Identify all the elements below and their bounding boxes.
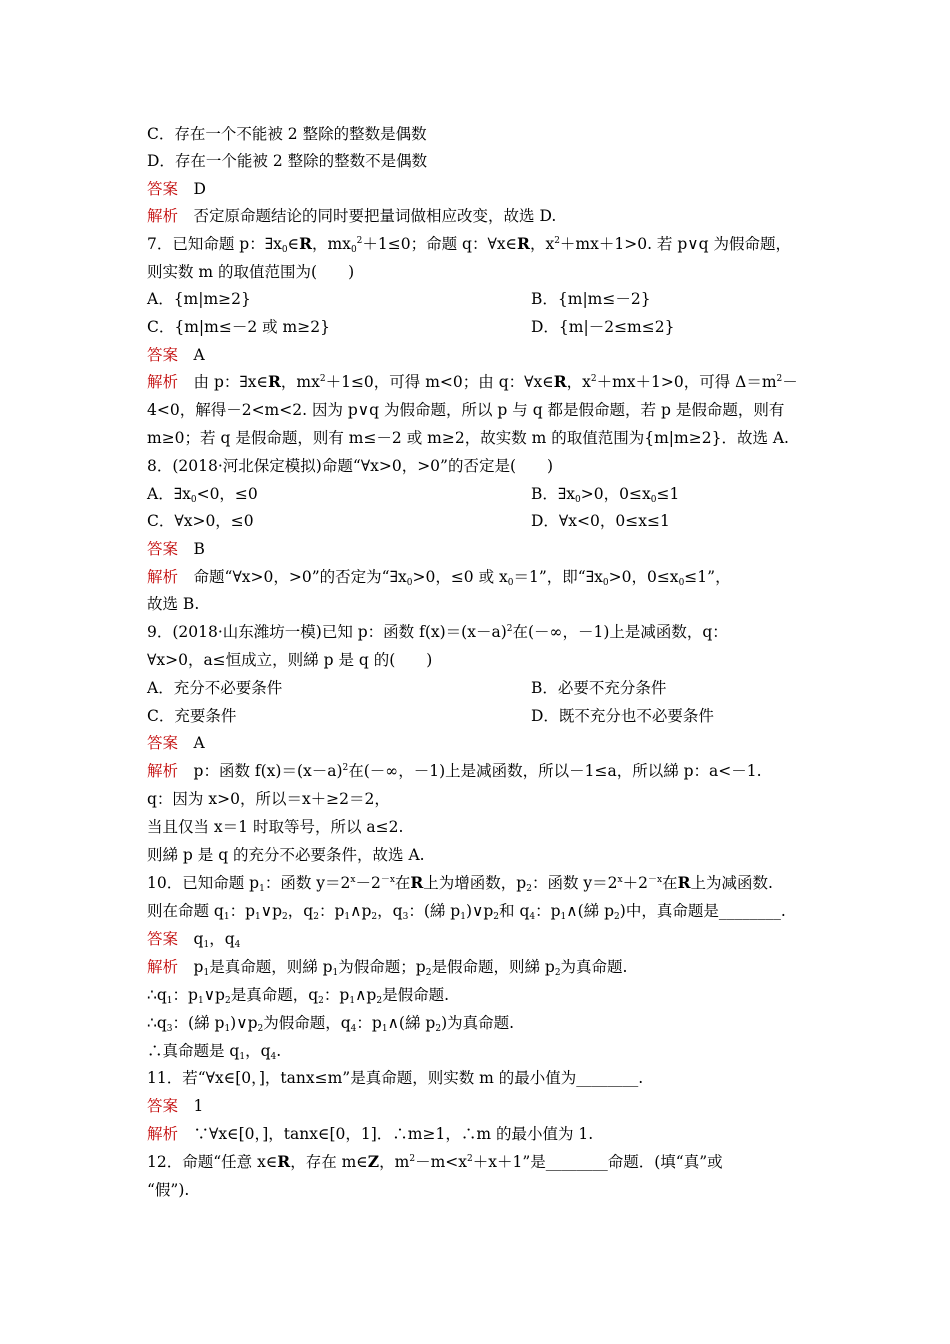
q7-option-b: B．{m|m≤－2} xyxy=(531,290,651,308)
answer-11: 答案 1 xyxy=(147,1097,204,1115)
q8-option-a: A．$\exists x_0<0$，≤0 xyxy=(147,485,258,505)
explanation-9-line-2: q：因为 x>0，所以＝x＋≥2＝2， xyxy=(147,790,390,808)
answer-8: 答案 B xyxy=(147,540,205,558)
option-c-line: C．存在一个不能被 2 整除的整数是偶数 xyxy=(147,125,427,143)
question-10-line-2: 则在命题 $q_1$：$p_1\vee p_2$，$q_2$：$p_1\wedge p_2$，$q_3$：(綈 $p_1)\vee p_2$和 $q_4$：$p_1\wedge$(綈 $p_2$)中，真命题是________. xyxy=(147,902,786,922)
q9-option-c: C．充要条件 xyxy=(147,707,237,725)
explanation-10-line-1: 解析 $p_1$是真命题，则綈 $p_1$为假命题；$p_2$是假命题，则綈 $p_2$为真命题. xyxy=(147,958,628,978)
question-7-line-1: 7．已知命题 p：$\exists x_0\in R$，$mx_0^2+1\le 0$；命题 q：∀x∈R，$x^2+mx+1>0$. 若 p∨q 为假命题， xyxy=(147,234,791,255)
question-12-line-2: “假”). xyxy=(147,1181,190,1199)
explanation-9-line-4: 则綈 p 是 q 的充分不必要条件，故选 A. xyxy=(147,846,425,864)
question-9-line-2: ∀x>0，a≤恒成立，则綈 p 是 q 的( ) xyxy=(147,651,433,669)
question-7-line-2: 则实数 m 的取值范围为( ) xyxy=(147,263,355,281)
explanation-6: 解析 否定原命题结论的同时要把量词做相应改变，故选 D. xyxy=(147,207,557,225)
explanation-8-line-2: 故选 B. xyxy=(147,595,200,613)
q8-option-d: D．∀x<0，0≤x≤1 xyxy=(531,512,670,530)
q7-option-a: A．{m|m≥2} xyxy=(147,290,251,308)
explanation-11: 解析 ∵∀x∈[0，]，tanx∈[0，1]．∴m≥1，∴m 的最小值为 1. xyxy=(147,1125,594,1143)
explanation-7-line-1: 解析 由 p：∃x∈R，$mx^2+1\le 0$，可得 m<0；由 q：∀x∈R，$x^2+mx+1>0$，可得 $\Delta=m^2-$ xyxy=(147,372,798,391)
q7-option-c: C．{m|m≤－2 或 m≥2} xyxy=(147,318,330,336)
question-11: 11．若“∀x∈[0，]，tanx≤m”是真命题，则实数 m 的最小值为________. xyxy=(147,1069,644,1087)
answer-6: 答案 D xyxy=(147,180,206,198)
q7-option-d: D．{m|－2≤m≤2} xyxy=(531,318,675,336)
question-9-line-1: 9．(2018·山东潍坊一模)已知 p：函数 $f(x)=(x-a)^2$在(－∞，－1)上是减函数，q： xyxy=(147,623,728,641)
question-8: 8．(2018·河北保定模拟)命题“∀x>0，>0”的否定是( ) xyxy=(147,457,554,475)
explanation-10-line-2: $\therefore q_1$：$p_1\vee p_2$是真命题，$q_2$：$p_1\wedge p_2$是假命题. xyxy=(147,986,450,1006)
answer-9: 答案 A xyxy=(147,734,205,752)
explanation-7-line-2: 4<0，解得－2<m<2. 因为 p∨q 为假命题，所以 p 与 q 都是假命题，若 p 是假命题，则有 xyxy=(147,401,785,419)
q9-option-d: D．既不充分也不必要条件 xyxy=(531,707,714,725)
explanation-9-line-3: 当且仅当 x＝1 时取等号，所以 a≤2. xyxy=(147,818,404,836)
explanation-10-line-4: ∴真命题是 $q_1$，$q_4$. xyxy=(147,1042,282,1062)
explanation-7-line-3: m≥0；若 q 是假命题，则有 m≤－2 或 m≥2，故实数 m 的取值范围为{m|m≥2}．故选 A. xyxy=(147,429,789,447)
question-12-line-1: 12．命题“任意 x∈R，存在 m∈Z，$m^2-m<x^2+x+1$”是________命题．(填“真”或 xyxy=(147,1152,723,1171)
q8-option-b: B．$\exists x_0>0$，$0\le x_0\le 1$ xyxy=(531,485,680,505)
explanation-8-line-1: 解析 命题“∀x>0，>0”的否定为“$\exists x_0>0$，≤0 或 $x_0=1$”，即“$\exists x_0>0$，$0\le x_0\le 1$”， xyxy=(147,568,731,588)
explanation-9-line-1: 解析 p：函数 $f(x)=(x-a)^2$在(－∞，－1)上是减函数，所以－1≤a，所以綈 p：a<－1. xyxy=(147,762,762,780)
question-10-line-1: 10．已知命题 $p_1$：函数 $y=2^x-2^{-x}$在R上为增函数，$p_2$：函数 $y=2^x+2^{-x}$在R上为减函数. xyxy=(147,873,773,894)
q8-option-c: C．∀x>0，≤0 xyxy=(147,512,254,530)
answer-10: 答案 $q_1$，$q_4$ xyxy=(147,930,241,950)
answer-7: 答案 A xyxy=(147,346,205,364)
q9-option-b: B．必要不充分条件 xyxy=(531,679,667,697)
option-d-line: D．存在一个能被 2 整除的整数不是偶数 xyxy=(147,152,428,170)
explanation-10-line-3: $\therefore q_3$：(綈 $p_1)\vee p_2$为假命题，$q_4$：$p_1\wedge$(綈 $p_2$)为真命题. xyxy=(147,1014,515,1034)
q9-option-a: A．充分不必要条件 xyxy=(147,679,283,697)
